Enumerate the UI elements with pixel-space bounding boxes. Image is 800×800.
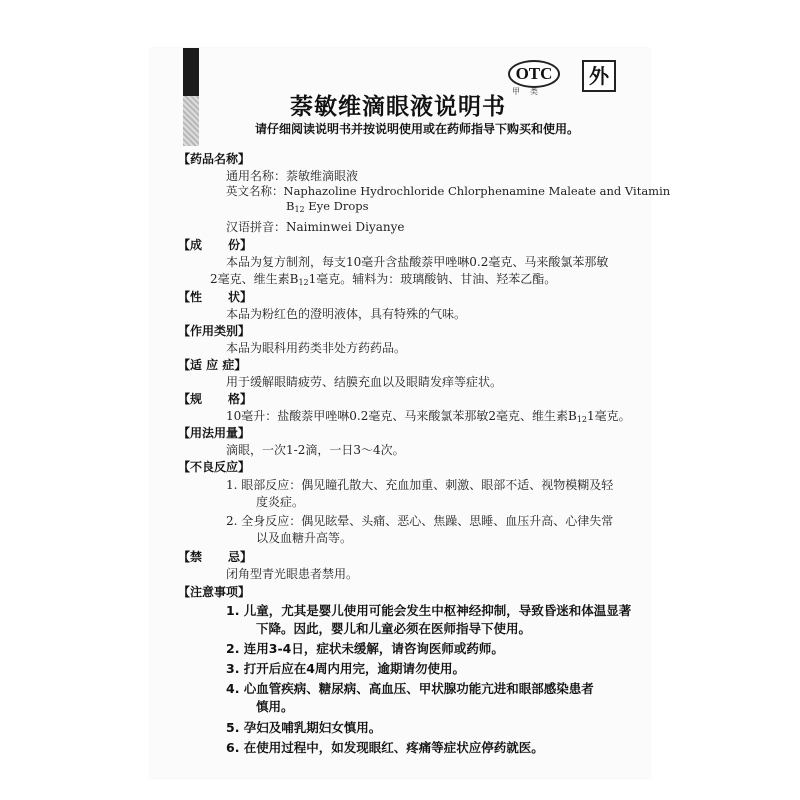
precaution-item: 3. 打开后应在4周内用完，逾期请勿使用。 [226,661,465,676]
description-header-open: 【性 [178,290,203,304]
generic-name-label: 通用名称： [226,169,287,183]
ingredients-line1: 本品为复方制剂，每支10毫升含盐酸萘甲唑啉0.2毫克、马来酸氯苯那敏 [226,255,609,269]
contraindications-header-open: 【禁 [178,550,203,564]
adverse-item1-line1: 1. 眼部反应：偶见瞳孔散大、充血加重、刺激、眼部不适、视物模糊及轻 [226,478,614,492]
adverse-item1-line2: 度炎症。 [256,495,305,509]
english-name-row [226,183,670,199]
english-name-line2 [286,199,369,214]
pinyin-row [226,218,404,235]
ingredients-header-open: 【成 [178,238,203,252]
ingredients-line2 [210,270,556,287]
indications-text: 用于缓解眼睛疲劳、结膜充血以及眼睛发痒等症状。 [226,375,503,389]
section-header-dosage: 【用法用量】 [178,426,251,440]
section-header-contraindications [178,548,252,565]
margin-bar-black [183,48,199,96]
pinyin-label: 汉语拼音： [226,220,287,234]
dosage-text: 滴眼，一次1-2滴，一日3～4次。 [226,443,405,457]
ingredients-header-close: 份】 [228,238,253,252]
ingredients-line2-a: 2毫克、维生素B [210,272,299,286]
external-use-badge: 外 [582,60,616,92]
precaution-item: 5. 孕妇及哺乳期妇女慎用。 [226,720,382,735]
otc-class-label: 甲类 [512,87,548,96]
specification-text-a: 10毫升：盐酸萘甲唑啉0.2毫克、马来酸氯苯那敏2毫克、维生素B [226,409,577,423]
precaution-item: 6. 在使用过程中，如发现眼红、疼痛等症状应停药就医。 [226,740,544,755]
specification-header-close: 格】 [228,392,253,406]
ingredients-line2-b: 1毫克。辅料为：玻璃酸钠、甘油、羟苯乙酯。 [308,272,557,286]
section-header-specification [178,390,252,407]
section-header-drug-name: 【药品名称】 [178,152,251,166]
section-header-description [178,288,252,305]
precaution-item: 慎用。 [256,699,294,714]
section-header-category: 【作用类别】 [178,324,251,338]
generic-name-value: 萘敏维滴眼液 [286,169,359,183]
document-subtitle: 请仔细阅读说明书并按说明使用或在药师指导下购买和使用。 [255,122,580,136]
contraindications-text: 闭角型青光眼患者禁用。 [226,567,359,581]
otc-badge [508,60,558,96]
english-name-rest: Eye Drops [304,199,369,213]
precaution-item: 4. 心血管疾病、糖尿病、高血压、甲状腺功能亢进和眼部感染患者 [226,681,594,696]
english-name-label: 英文名称： [226,184,284,198]
description-text: 本品为粉红色的澄明液体，具有特殊的气味。 [226,307,467,321]
english-name-line1: Naphazoline Hydrochloride Chlorphenamine Maleate and Vitamin [283,184,671,198]
section-header-adverse: 【不良反应】 [178,460,251,474]
adverse-item2-line1: 2. 全身反应：偶见眩晕、头痛、恶心、焦躁、思睡、血压升高、心律失常 [226,514,614,528]
section-header-precautions: 【注意事项】 [178,585,251,599]
description-header-close: 状】 [228,290,253,304]
category-text: 本品为眼科用药类非处方药药品。 [226,341,407,355]
otc-label: OTC [508,60,560,88]
english-name-subscript: 12 [294,205,305,214]
precaution-item: 2. 连用3-4日，症状未缓解，请咨询医师或药师。 [226,641,504,656]
section-header-ingredients [178,236,252,253]
specification-text [226,407,631,424]
specification-subscript: 12 [576,415,587,424]
specification-text-b: 1毫克。 [587,409,631,423]
precaution-item: 1. 儿童，尤其是婴儿使用可能会发生中枢神经抑制，导致昏迷和体温显著 [226,603,632,618]
document-title: 萘敏维滴眼液说明书 [290,94,506,120]
specification-header-open: 【规 [178,392,203,406]
section-header-indications: 【适 应 症】 [178,358,247,372]
precaution-item: 下降。因此，婴儿和儿童必须在医师指导下使用。 [256,621,532,636]
generic-name-row [226,167,358,184]
english-name-b: B [286,199,295,213]
ingredients-subscript: 12 [298,278,309,287]
pinyin-value: Naiminwei Diyanye [286,220,405,234]
adverse-item2-line2: 以及血糖升高等。 [256,531,353,545]
margin-bar-gray [183,96,199,146]
contraindications-header-close: 忌】 [228,550,253,564]
